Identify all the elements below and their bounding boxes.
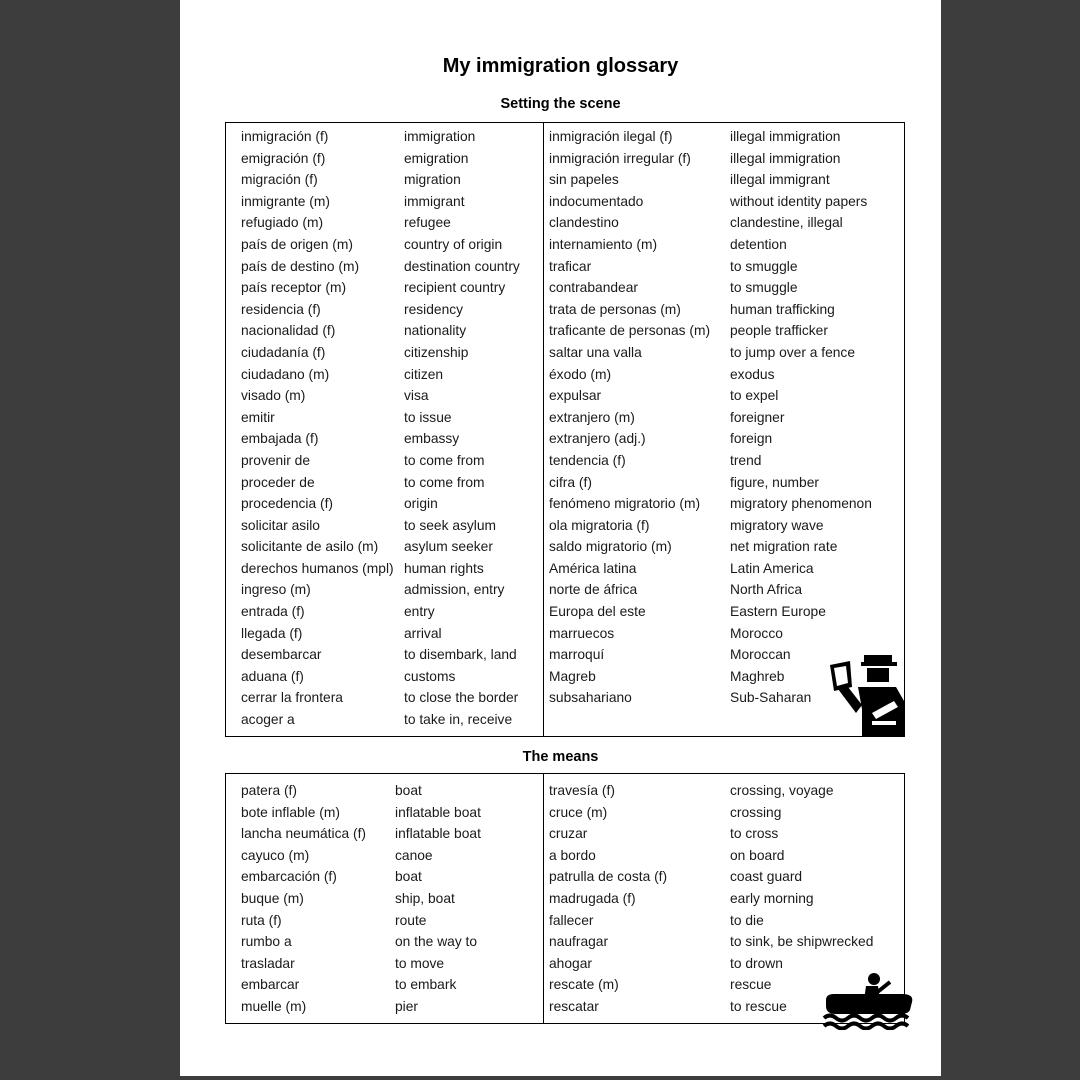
glossary-term: rescate (m)	[549, 977, 619, 993]
glossary-term: visado (m)	[241, 388, 306, 404]
glossary-term: trasladar	[241, 955, 295, 971]
glossary-term: a bordo	[549, 847, 596, 863]
glossary-term: destination country	[404, 258, 520, 274]
glossary-term: Sub-Saharan	[730, 690, 812, 706]
glossary-term: entry	[404, 604, 435, 620]
glossary-term: to drown	[730, 955, 783, 971]
glossary-term: clandestine, illegal	[730, 215, 843, 231]
glossary-term: to disembark, land	[404, 647, 517, 663]
glossary-term: route	[395, 912, 427, 928]
glossary-term: entrada (f)	[241, 604, 305, 620]
glossary-table-the-means	[225, 773, 905, 1024]
glossary-term: embarcar	[241, 977, 300, 993]
glossary-term: patera (f)	[241, 783, 297, 798]
glossary-term: to come from	[404, 452, 485, 468]
glossary-term: exodus	[730, 366, 775, 382]
glossary-term: citizenship	[404, 344, 469, 360]
glossary-term: nacionalidad (f)	[241, 323, 336, 339]
glossary-term: norte de áfrica	[549, 582, 638, 598]
glossary-term: bote inflable (m)	[241, 804, 340, 820]
glossary-term: boat	[395, 869, 422, 885]
glossary-term: buque (m)	[241, 890, 304, 906]
glossary-term: migratory phenomenon	[730, 496, 872, 512]
glossary-term: extranjero (m)	[549, 409, 635, 425]
glossary-term: to rescue	[730, 998, 787, 1014]
glossary-term: on the way to	[395, 934, 478, 950]
glossary-term: saldo migratorio (m)	[549, 539, 672, 555]
glossary-term: to smuggle	[730, 258, 798, 274]
glossary-term: migratory wave	[730, 517, 824, 533]
glossary-term: inflatable boat	[395, 804, 481, 820]
glossary-term: Latin America	[730, 560, 814, 576]
glossary-term: to seek asylum	[404, 517, 497, 533]
glossary-term: to move	[395, 955, 445, 971]
column-right-spanish	[549, 126, 710, 709]
glossary-term: derechos humanos (mpl)	[241, 560, 394, 576]
glossary-term: boat	[395, 783, 422, 798]
glossary-term: procedencia (f)	[241, 496, 334, 512]
glossary-term: admission, entry	[404, 582, 505, 598]
glossary-term: migration	[404, 172, 461, 188]
glossary-term: inmigrante (m)	[241, 193, 330, 209]
glossary-term: Magreb	[549, 668, 596, 684]
glossary-term: inflatable boat	[395, 826, 481, 842]
glossary-term: fenómeno migratorio (m)	[549, 496, 701, 512]
glossary-term: solicitar asilo	[241, 517, 320, 533]
glossary-term: to embark	[395, 977, 457, 993]
glossary-term: residency	[404, 301, 464, 317]
glossary-term: proceder de	[241, 474, 315, 490]
glossary-term: detention	[730, 236, 787, 252]
glossary-term: marruecos	[549, 625, 615, 641]
glossary-term: Maghreb	[730, 668, 785, 684]
glossary-term: inmigración (f)	[241, 129, 329, 144]
glossary-term: recipient country	[404, 280, 506, 296]
glossary-term: illegal immigrant	[730, 172, 830, 188]
column-left-spanish	[241, 780, 366, 1018]
glossary-term: arrival	[404, 625, 442, 641]
glossary-term: to issue	[404, 409, 452, 425]
glossary-term: traficante de personas (m)	[549, 323, 711, 339]
glossary-term: embassy	[404, 431, 460, 447]
glossary-term: early morning	[730, 890, 814, 906]
glossary-term: human trafficking	[730, 301, 835, 317]
glossary-term: foreigner	[730, 409, 785, 425]
glossary-term: pier	[395, 998, 419, 1014]
column-divider	[543, 774, 544, 1023]
glossary-term: to sink, be shipwrecked	[730, 934, 874, 950]
glossary-term: ahogar	[549, 955, 592, 971]
section-heading-setting-the-scene: Setting the scene	[500, 96, 621, 112]
glossary-term: contrabandear	[549, 280, 638, 296]
glossary-term: provenir de	[241, 452, 311, 468]
glossary-term: aduana (f)	[241, 668, 304, 684]
glossary-term: human rights	[404, 560, 484, 576]
glossary-term: lancha neumática (f)	[241, 826, 367, 842]
glossary-term: country of origin	[404, 236, 503, 252]
glossary-term: subsahariano	[549, 690, 632, 706]
glossary-term: migración (f)	[241, 172, 318, 188]
glossary-term: crossing	[730, 804, 782, 820]
glossary-term: origin	[404, 496, 438, 512]
glossary-term: fallecer	[549, 912, 594, 928]
glossary-term: solicitante de asilo (m)	[241, 539, 379, 555]
glossary-term: on board	[730, 847, 785, 863]
glossary-term: emigración (f)	[241, 150, 326, 166]
glossary-term: ship, boat	[395, 890, 455, 906]
glossary-term: indocumentado	[549, 193, 644, 209]
glossary-term: to die	[730, 912, 764, 928]
glossary-term: visa	[404, 388, 429, 404]
immigration-officer-icon	[828, 653, 904, 737]
glossary-term: América latina	[549, 560, 637, 576]
glossary-term: extranjero (adj.)	[549, 431, 646, 447]
glossary-term: illegal immigration	[730, 129, 841, 144]
glossary-term: éxodo (m)	[549, 366, 612, 382]
rafting-boat-icon	[822, 970, 918, 1030]
glossary-term: inmigración irregular (f)	[549, 150, 691, 166]
glossary-term: Eastern Europe	[730, 604, 826, 620]
glossary-term: país de origen (m)	[241, 236, 353, 252]
glossary-term: desembarcar	[241, 647, 322, 663]
glossary-term: net migration rate	[730, 539, 838, 555]
glossary-term: crossing, voyage	[730, 783, 834, 798]
glossary-term: to cross	[730, 826, 779, 842]
glossary-term: foreign	[730, 431, 773, 447]
column-right-spanish	[549, 780, 667, 1018]
glossary-term: emitir	[241, 409, 275, 425]
glossary-term: rumbo a	[241, 934, 292, 950]
document-page	[180, 0, 941, 1076]
glossary-term: asylum seeker	[404, 539, 493, 555]
glossary-term: expulsar	[549, 388, 602, 404]
glossary-term: cruzar	[549, 826, 588, 842]
glossary-term: trend	[730, 452, 762, 468]
glossary-term: clandestino	[549, 215, 619, 231]
column-divider	[543, 123, 544, 736]
glossary-term: North Africa	[730, 582, 803, 598]
glossary-term: residencia (f)	[241, 301, 321, 317]
column-left-english	[404, 126, 520, 731]
glossary-table-setting-the-scene	[225, 122, 905, 737]
glossary-term: to take in, receive	[404, 712, 513, 728]
glossary-term: to jump over a fence	[730, 344, 856, 360]
glossary-term: rescue	[730, 977, 772, 993]
glossary-term: cruce (m)	[549, 804, 608, 820]
glossary-term: to expel	[730, 388, 779, 404]
glossary-term: país de destino (m)	[241, 258, 360, 274]
glossary-term: emigration	[404, 150, 469, 166]
glossary-term: sin papeles	[549, 172, 619, 188]
glossary-term: inmigración ilegal (f)	[549, 129, 673, 144]
glossary-term: ciudadano (m)	[241, 366, 330, 382]
glossary-term: cifra (f)	[549, 474, 592, 490]
column-left-english	[395, 780, 481, 1018]
glossary-term: cerrar la frontera	[241, 690, 343, 706]
glossary-term: travesía (f)	[549, 783, 615, 798]
glossary-term: ruta (f)	[241, 912, 282, 928]
glossary-term: trata de personas (m)	[549, 301, 681, 317]
glossary-term: traficar	[549, 258, 592, 274]
glossary-term: naufragar	[549, 934, 609, 950]
glossary-term: figure, number	[730, 474, 819, 490]
glossary-term: saltar una valla	[549, 344, 642, 360]
glossary-term: ola migratoria (f)	[549, 517, 650, 533]
glossary-term: embajada (f)	[241, 431, 319, 447]
glossary-term: illegal immigration	[730, 150, 841, 166]
section-heading-the-means: The means	[522, 749, 599, 765]
glossary-term: people trafficker	[730, 323, 828, 339]
glossary-term: refugiado (m)	[241, 215, 324, 231]
glossary-term: to smuggle	[730, 280, 798, 296]
glossary-term: to come from	[404, 474, 485, 490]
glossary-term: rescatar	[549, 998, 599, 1014]
page-title: My immigration glossary	[442, 55, 679, 77]
glossary-term: immigration	[404, 129, 476, 144]
glossary-term: canoe	[395, 847, 433, 863]
glossary-term: patrulla de costa (f)	[549, 869, 668, 885]
glossary-term: muelle (m)	[241, 998, 307, 1014]
glossary-term: nationality	[404, 323, 467, 339]
glossary-term: customs	[404, 668, 456, 684]
glossary-term: ciudadanía (f)	[241, 344, 326, 360]
glossary-term: marroquí	[549, 647, 605, 663]
glossary-term: without identity papers	[730, 193, 868, 209]
glossary-term: madrugada (f)	[549, 890, 636, 906]
glossary-term: llegada (f)	[241, 625, 303, 641]
glossary-term: ingreso (m)	[241, 582, 311, 598]
glossary-term: Moroccan	[730, 647, 791, 663]
glossary-term: Morocco	[730, 625, 783, 641]
column-right-english	[730, 126, 872, 709]
glossary-term: tendencia (f)	[549, 452, 626, 468]
glossary-term: to close the border	[404, 690, 519, 706]
column-left-spanish	[241, 126, 394, 731]
glossary-term: coast guard	[730, 869, 803, 885]
glossary-term: immigrant	[404, 193, 465, 209]
glossary-term: internamiento (m)	[549, 236, 658, 252]
glossary-term: embarcación (f)	[241, 869, 337, 885]
glossary-term: país receptor (m)	[241, 280, 347, 296]
glossary-term: acoger a	[241, 712, 295, 728]
glossary-term: cayuco (m)	[241, 847, 310, 863]
glossary-term: refugee	[404, 215, 451, 231]
glossary-term: Europa del este	[549, 604, 646, 620]
glossary-term: citizen	[404, 366, 444, 382]
